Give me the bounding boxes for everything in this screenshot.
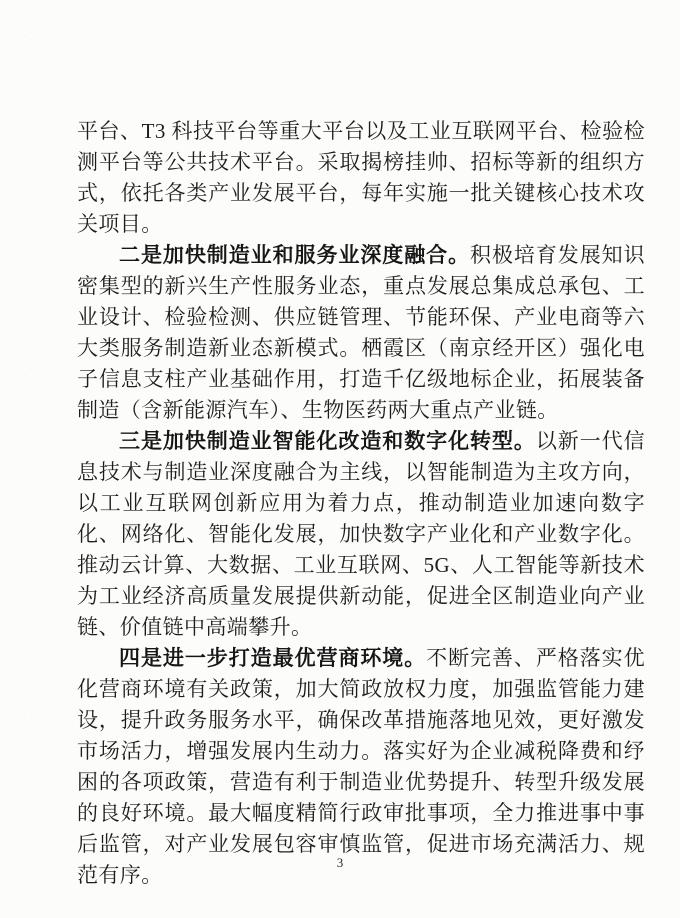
paragraph-lead: 二是加快制造业和服务业深度融合。	[119, 243, 471, 267]
document-body	[77, 116, 645, 891]
paragraph-two-manufacturing-service-integration	[77, 240, 645, 426]
page-number: 3	[336, 855, 344, 870]
paragraph-platforms-continuation	[77, 116, 645, 240]
paragraph-text: 平台、T3 科技平台等重大平台以及工业互联网平台、检验检测平台等公共技术平台。采取揭榜挂帅、招标等新的组织方式，依托各类产业发展平台，每年实施一批关键核心技术攻关项目。	[77, 119, 645, 236]
paragraph-lead: 三是加快制造业智能化改造和数字化转型。	[119, 429, 536, 453]
paragraph-lead: 四是进一步打造最优营商环境。	[119, 646, 427, 670]
paragraph-text: 不断完善、严格落实优化营商环境有关政策，加大简政放权力度，加强监管能力建设，提升政务服务水平，确保改革措施落地见效，更好激发市场活力，增强发展内生动力。落实好为企业减税降费和纾困的各项政策，营造有利于制造业优势提升、转型升级发展的良好环境。最大幅度精简行政审批事项，全力推进事中事后监管，对产业发展包容审慎监管，促进市场充满活力、规范有序。	[77, 646, 645, 887]
paragraph-three-intelligent-digital-transformation	[77, 426, 645, 643]
paragraph-text: 以新一代信息技术与制造业深度融合为主线，以智能制造为主攻方向，以工业互联网创新应用为着力点，推动制造业加速向数字化、网络化、智能化发展，加快数字产业化和产业数字化。推动云计算、大数据、工业互联网、5G、人工智能等新技术为工业经济高质量发展提供新动能，促进全区制造业向产业链、价值链中高端攀升。	[77, 429, 645, 639]
paragraph-text: 积极培育发展知识密集型的新兴生产性服务业态，重点发展总集成总承包、工业设计、检验检测、供应链管理、节能环保、产业电商等六大类服务制造新业态新模式。栖霞区（南京经开区）强化电子信息支柱产业基础作用，打造千亿级地标企业，拓展装备制造（含新能源汽车）、生物医药两大重点产业链。	[77, 243, 646, 422]
paragraph-four-business-environment	[77, 643, 645, 891]
